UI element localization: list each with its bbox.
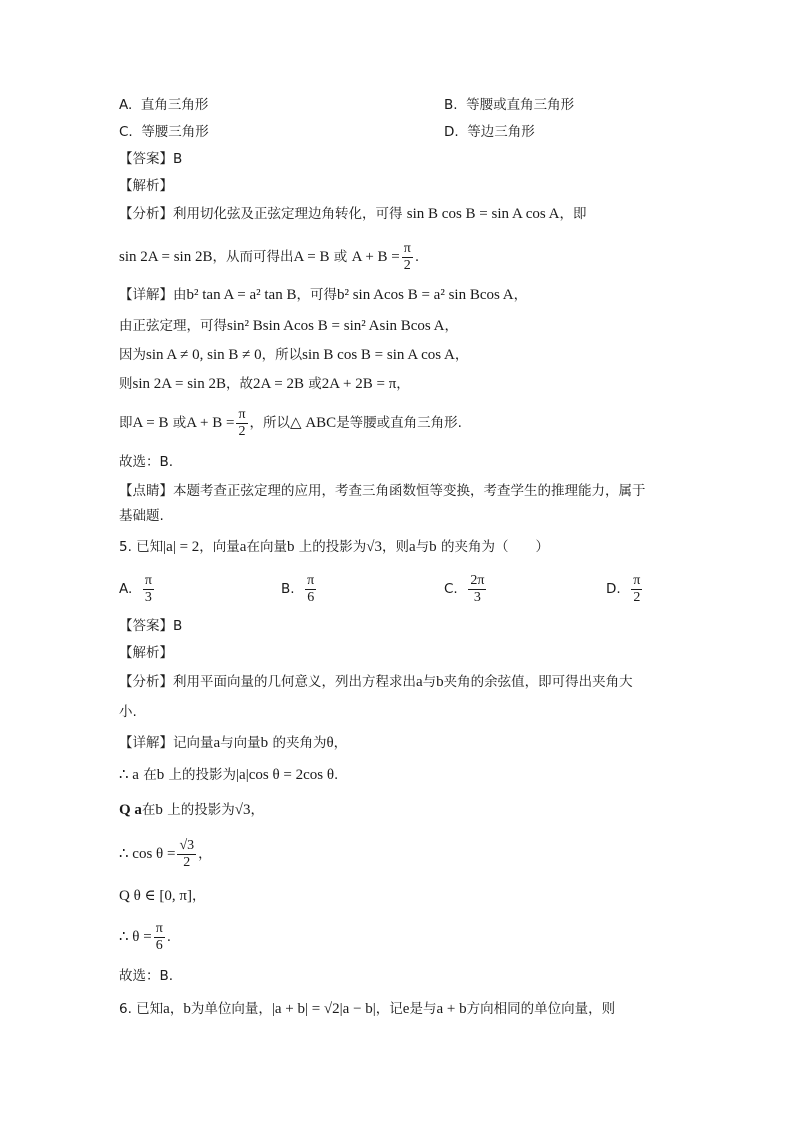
q4-option-a: [119, 95, 208, 115]
period: .: [414, 249, 420, 265]
detail-text: 在: [143, 767, 157, 783]
fraction: $\frac{\pi}{2}$: [238, 406, 246, 439]
math-expr: sin B cos B = sin A cos A: [406, 206, 560, 222]
detail-text: ，: [454, 347, 469, 363]
math-expr: |a|cos θ = 2cos θ: [236, 767, 335, 783]
detail-text: 因为: [119, 347, 146, 363]
detail-text: 由正弦定理，可得: [119, 318, 227, 334]
q5-detail-line2: [119, 765, 338, 785]
math-expr: A + B =: [186, 415, 235, 431]
detail-text: 由: [173, 287, 187, 303]
math-expr: |a| = 2: [163, 539, 200, 555]
math-expr: △ ABC: [290, 415, 337, 431]
detail-text: ，: [513, 287, 528, 303]
detail-text: .: [166, 929, 172, 945]
q4-answer: 【答案】B: [119, 151, 183, 167]
q4-choose: 故选：B.: [119, 454, 174, 470]
math-expr: θ: [326, 735, 334, 751]
option-text: 等边三角形: [467, 124, 535, 140]
q5-analysis-line1: [119, 672, 633, 692]
detail-text: 或: [172, 415, 187, 431]
q5-detail-line5: [119, 886, 205, 906]
math-expr: e: [402, 1001, 410, 1017]
q4-option-c: [119, 122, 209, 142]
q5-option-b: [281, 570, 318, 608]
option-letter: A.: [119, 97, 133, 113]
stem-text: ，向量: [199, 539, 240, 555]
option-letter: C.: [119, 124, 133, 140]
q5-jiexi-heading: 【解析】: [119, 645, 173, 661]
math-expr: A = B: [293, 249, 330, 265]
option-letter: C.: [444, 581, 458, 597]
stem-text: 的夹角为（ ）: [440, 539, 549, 555]
q4-detail-line4: [119, 374, 410, 394]
detail-text: 即: [119, 415, 133, 431]
fraction: $\frac{\pi}{6}$: [307, 572, 315, 605]
q5-detail-line4: [119, 835, 212, 873]
fraction: $\frac{\pi}{2}$: [633, 572, 641, 605]
math-expr: 2A + 2B = π: [321, 376, 397, 392]
math-expr: a: [416, 674, 423, 690]
math-expr: 2A = 2B: [252, 376, 304, 392]
detail-text: ，所以: [261, 347, 303, 363]
detail-text: ，可得: [296, 287, 337, 303]
q5-detail-line6: [119, 918, 171, 956]
analysis-text: ，从而可得出: [212, 249, 294, 265]
detail-text: ，: [191, 888, 206, 904]
math-expr: √3: [234, 802, 251, 818]
analysis-text: 【分析】利用平面向量的几何意义，列出方程求出: [119, 674, 416, 690]
math-expr: Q θ ∈ [0, π]: [119, 888, 192, 904]
stem-text: ，则: [382, 539, 409, 555]
option-text: 等腰三角形: [141, 124, 209, 140]
math-expr: b: [429, 539, 437, 555]
detail-text: ，故: [225, 376, 253, 392]
math-expr: b: [183, 1001, 191, 1017]
option-letter: B.: [444, 97, 458, 113]
analysis-text: 夹角的余弦值，即可得出夹角大: [443, 674, 633, 690]
q4-option-b: [444, 95, 574, 115]
q5-stem: [119, 537, 549, 557]
analysis-text: 与: [422, 674, 437, 690]
q5-option-d: [606, 570, 644, 608]
stem-text: 是与: [409, 1001, 437, 1017]
q4-detail-line2: [119, 316, 458, 336]
math-expr: A = B: [132, 415, 169, 431]
analysis-text: 或: [333, 249, 348, 265]
math-expr: a + b: [436, 1001, 467, 1017]
math-expr: A + B =: [351, 249, 400, 265]
detail-text: ，: [198, 846, 212, 862]
math-expr: b: [260, 735, 269, 751]
stem-text: 与: [415, 539, 430, 555]
detail-text: 的夹角为: [272, 735, 327, 751]
q4-comment-line2: 基础题.: [119, 508, 164, 524]
math-expr: a: [213, 735, 221, 751]
q5-detail-line3: [119, 800, 264, 820]
fraction: $\frac{\pi}{3}$: [144, 572, 152, 605]
fraction: $\frac{2\pi}{3}$: [470, 572, 485, 605]
stem-text: 5. 已知: [119, 539, 164, 555]
detail-text: ，所以: [249, 415, 291, 431]
detail-text: .: [334, 767, 339, 783]
detail-text: ，: [333, 735, 348, 751]
detail-text: 则: [119, 376, 133, 392]
stem-text: 6. 已知: [119, 1001, 164, 1017]
q5-option-a: [119, 570, 156, 608]
math-expr: b: [436, 674, 444, 690]
q4-detail-line5: [119, 406, 462, 440]
stem-text: 在向量: [246, 539, 287, 555]
q5-choose: 故选：B.: [119, 968, 174, 984]
q5-answer: 【答案】B: [119, 618, 183, 634]
math-expr: a: [239, 539, 247, 555]
detail-text: 在: [141, 802, 156, 818]
stem-text: 为单位向量，: [190, 1001, 272, 1017]
fraction: $\frac{\pi}{2}$: [403, 240, 411, 273]
detail-text: ，: [250, 802, 264, 818]
option-letter: D.: [444, 124, 459, 140]
math-expr: sin B cos B = sin A cos A: [302, 347, 455, 363]
stem-text: 方向相同的单位向量，则: [466, 1001, 616, 1017]
detail-text: ，: [396, 376, 410, 392]
q4-detail-line1: [119, 285, 527, 305]
detail-text: 上的投影为: [168, 767, 237, 783]
fraction: $\frac{\pi}{6}$: [155, 920, 163, 953]
q5-option-c: [444, 570, 488, 608]
stem-text: ，记: [375, 1001, 403, 1017]
math-expr: |a + b| = √2|a − b|: [271, 1001, 376, 1017]
analysis-label: 【分析】: [119, 206, 173, 222]
detail-text: 与向量: [220, 735, 261, 751]
fraction: $\frac{√3}{2}$: [179, 837, 195, 870]
math-expr: ∴ a: [119, 767, 139, 783]
detail-label: 【详解】: [119, 287, 173, 303]
analysis-text: ，即: [559, 206, 587, 222]
q6-stem: [119, 999, 615, 1019]
option-letter: A.: [119, 581, 133, 597]
math-expr: ∴ cos θ =: [119, 846, 176, 862]
option-text: 直角三角形: [140, 97, 209, 113]
analysis-text: 利用切化弦及正弦定理边角转化，可得: [173, 206, 403, 222]
math-expr: b² tan A = a² tan B: [186, 287, 297, 303]
math-expr: a: [163, 1001, 170, 1017]
option-letter: B.: [281, 581, 295, 597]
math-expr: sin 2A = sin 2B: [132, 376, 226, 392]
detail-text: 是等腰或直角三角形.: [336, 415, 462, 431]
q4-jiexi-heading: 【解析】: [119, 178, 173, 194]
q5-analysis-line2: 小.: [119, 704, 137, 720]
q4-option-d: [444, 122, 535, 142]
q4-detail-line3: [119, 345, 468, 365]
math-expr: √3: [366, 539, 382, 555]
math-expr: sin 2A = sin 2B: [119, 249, 213, 265]
math-expr: sin A ≠ 0, sin B ≠ 0: [146, 347, 262, 363]
q4-analysis-line1: [119, 204, 586, 224]
stem-text: 上的投影为: [298, 539, 367, 555]
detail-text: 或: [308, 376, 322, 392]
option-text: 等腰或直角三角形: [466, 97, 575, 113]
math-expr: b: [155, 802, 163, 818]
math-expr: a: [409, 539, 416, 555]
math-expr: sin² Bsin Acos B = sin² Asin Bcos A: [227, 318, 445, 334]
q5-detail-line1: [119, 733, 347, 753]
detail-text: 【详解】记向量: [119, 735, 214, 751]
math-expr: Q a: [119, 802, 142, 818]
detail-text: ，: [444, 318, 458, 334]
detail-text: 上的投影为: [167, 802, 235, 818]
q4-analysis-line2: [119, 240, 419, 274]
math-expr: b² sin Acos B = a² sin Bcos A: [336, 287, 514, 303]
math-expr: ∴ θ =: [119, 929, 152, 945]
stem-text: ，: [169, 1001, 184, 1017]
q4-comment-line1: 【点睛】本题考查正弦定理的应用，考查三角函数恒等变换，考查学生的推理能力，属于: [119, 483, 646, 499]
math-expr: b: [286, 539, 295, 555]
math-expr: b: [156, 767, 165, 783]
option-letter: D.: [606, 581, 621, 597]
